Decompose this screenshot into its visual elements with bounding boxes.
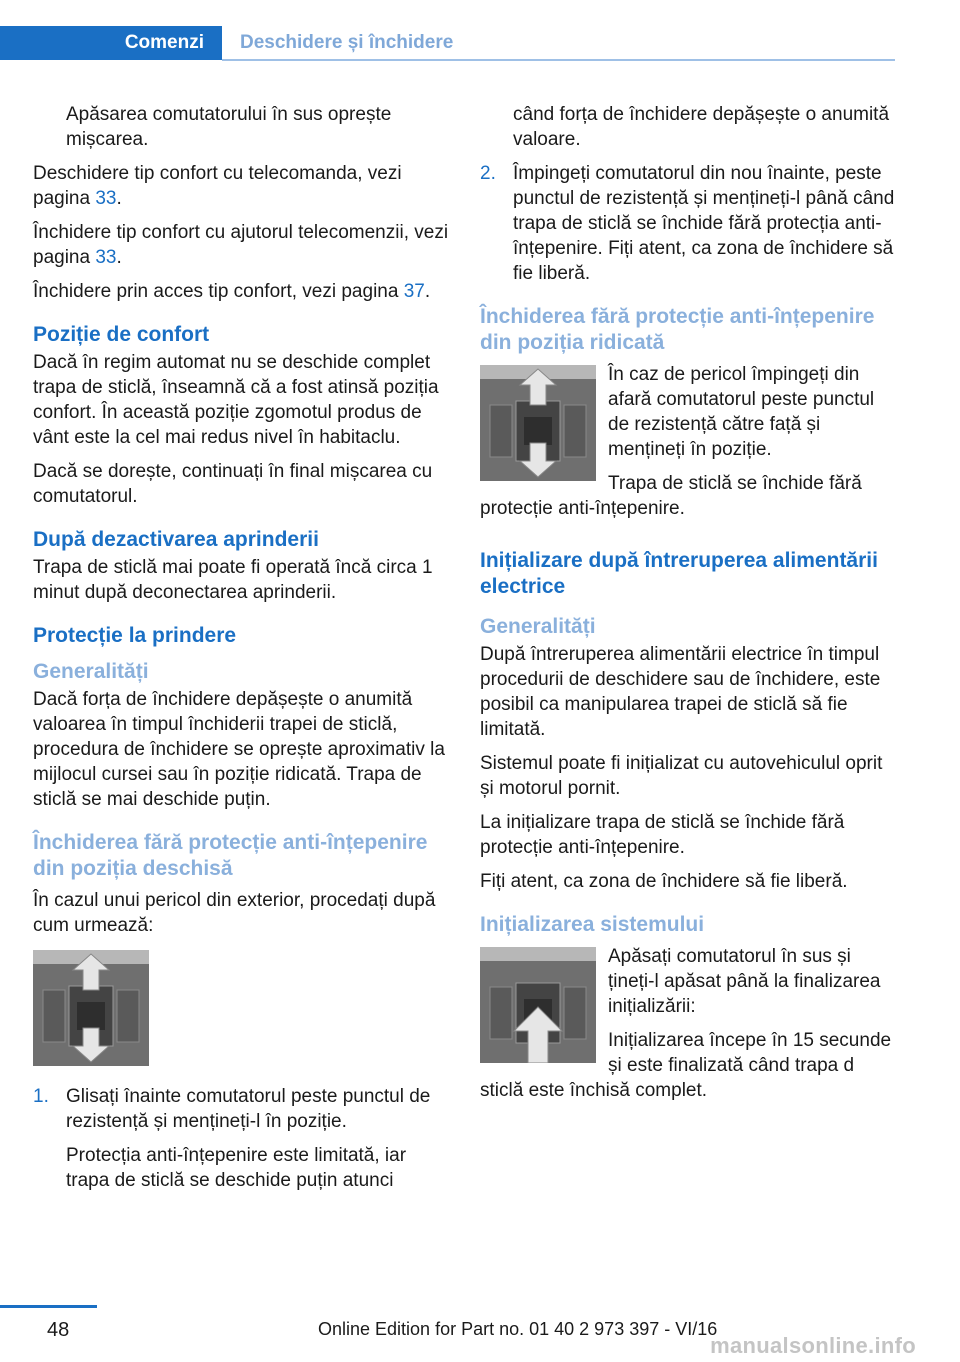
list-number-2: 2.	[480, 163, 496, 184]
page-link-37[interactable]: 37	[403, 281, 425, 302]
list-item-1-text: Glisați înainte comutatorul peste punctul de rezistență și mențineți-l în poziție.	[66, 1086, 431, 1132]
page-link-33-b[interactable]: 33	[95, 247, 117, 268]
page-link-33[interactable]: 33	[95, 188, 117, 209]
edition-text: Online Edition for Part no. 01 40 2 973 397 - VI/16	[318, 1319, 718, 1339]
header-divider	[222, 59, 895, 61]
init-paragraph-2: Inițializarea începe în 15 secunde și este finalizată când trapa d sticlă este închisă complet.	[480, 1030, 892, 1101]
heading-close-from-open: Închiderea fără protecție anti-înțepenire din poziția deschisă	[33, 831, 428, 880]
heading-init-system: Inițializarea sistemului	[480, 913, 705, 936]
raised-close-block	[480, 362, 895, 530]
tab-comenzi[interactable]	[0, 26, 222, 60]
continued-text: când forța de închidere depășește o anumită valoare.	[513, 104, 890, 150]
watermark: manualsonline.info	[710, 1333, 916, 1358]
stop-paragraph: Apăsarea comutatorului în sus oprește mișcarea.	[66, 104, 392, 150]
list-item-2-text: Împingeți comutatorul din nou înainte, peste punctul de rezistență și mențineți-l până când trapa de sticlă se închide fără protecția anti-înțepenire. Fiți atent, ca zona de închidere să fie liberă.	[513, 163, 895, 284]
danger-paragraph: În cazul unui pericol din exterior, procedați după cum urmează:	[33, 890, 436, 936]
chapter-header	[0, 26, 895, 62]
init-paragraph-1: Apăsați comutatorul în sus și țineți-l apăsat până la finalizarea inițializării:	[608, 946, 881, 1017]
switch-push-figure	[480, 365, 596, 481]
list-item-1	[33, 1084, 451, 1193]
heading-init-power: Inițializare după întreruperea alimentării electrice	[480, 549, 878, 598]
after-ignition-paragraph: Trapa de sticlă mai poate fi operată încă circa 1 minut după deconectarea aprinderii.	[33, 557, 433, 603]
general-2-paragraph-1: După întreruperea alimentării electrice în timpul procedurii de deschidere sau de închidere, este posibil ca manipularea trapei de sticlă să fie limitată.	[480, 644, 881, 740]
heading-pinch-protection: Protecție la prindere	[33, 624, 237, 647]
left-column	[33, 102, 451, 1202]
list-item-1-subtext: Protecția anti-înțepenire este limitată, iar trapa de sticlă se deschide puțin atunci	[66, 1145, 407, 1191]
heading-general-2: Generalități	[480, 615, 596, 638]
heading-close-from-raised: Închiderea fără protecție anti-înțepenire din poziția ridicată	[480, 305, 875, 354]
init-block	[480, 944, 895, 1112]
roof-switch-image-2	[480, 365, 596, 481]
tab-deschidere-inchidere[interactable]: Deschidere și închidere	[240, 32, 454, 53]
heading-after-ignition: După dezactivarea aprinderii	[33, 528, 319, 551]
comfort-paragraph-1: Dacă în regim automat nu se deschide complet trapa de sticlă, înseamnă că a fost atinsă poziția confort. În această poziție zgomotul produs de vânt este la cel mai redus nivel în habitaclu.	[33, 352, 439, 448]
list-number-1: 1.	[33, 1086, 49, 1107]
heading-general: Generalități	[33, 660, 149, 683]
comfort-access-paragraph: Închidere prin acces tip confort, vezi pagina 37.	[33, 281, 431, 302]
tab-comenzi-label: Comenzi	[124, 32, 204, 53]
raised-paragraph-2: Trapa de sticlă se închide fără protecție anti-înțepenire.	[480, 473, 862, 519]
comfort-close-paragraph: Închidere tip confort cu ajutorul telecomenzii, vezi pagina 33.	[33, 222, 449, 268]
heading-comfort-position: Poziție de confort	[33, 323, 210, 346]
roof-switch-image	[33, 950, 149, 1066]
footer-divider	[0, 1305, 97, 1308]
switch-slide-figure	[33, 950, 149, 1066]
right-column	[480, 102, 895, 1112]
general-paragraph: Dacă forța de închidere depășește o anumită valoarea în timpul închiderii trapei de sticlă, procedura de închidere se oprește aproximativ la mijlocul cursei sau în poziție ridicată. Trapa de sticlă se mai deschide puțin.	[33, 689, 445, 810]
page-number: 48	[47, 1319, 70, 1341]
raised-paragraph-1: În caz de pericol împingeți din afară comutatorul peste punctul de rezistență către față și mențineți în poziție.	[608, 364, 875, 460]
roof-switch-image-3	[480, 947, 596, 1063]
general-2-paragraph-4: Fiți atent, ca zona de închidere să fie liberă.	[480, 871, 848, 892]
comfort-paragraph-2: Dacă se dorește, continuați în final mișcarea cu comutatorul.	[33, 461, 433, 507]
switch-press-up-figure	[480, 947, 596, 1063]
general-2-paragraph-2: Sistemul poate fi inițializat cu autovehiculul oprit și motorul pornit.	[480, 753, 883, 799]
list-item-2	[480, 161, 895, 286]
general-2-paragraph-3: La inițializare trapa de sticlă se închide fără protecție anti-înțepenire.	[480, 812, 845, 858]
comfort-open-paragraph: Deschidere tip confort cu telecomanda, vezi pagina 33.	[33, 163, 402, 209]
